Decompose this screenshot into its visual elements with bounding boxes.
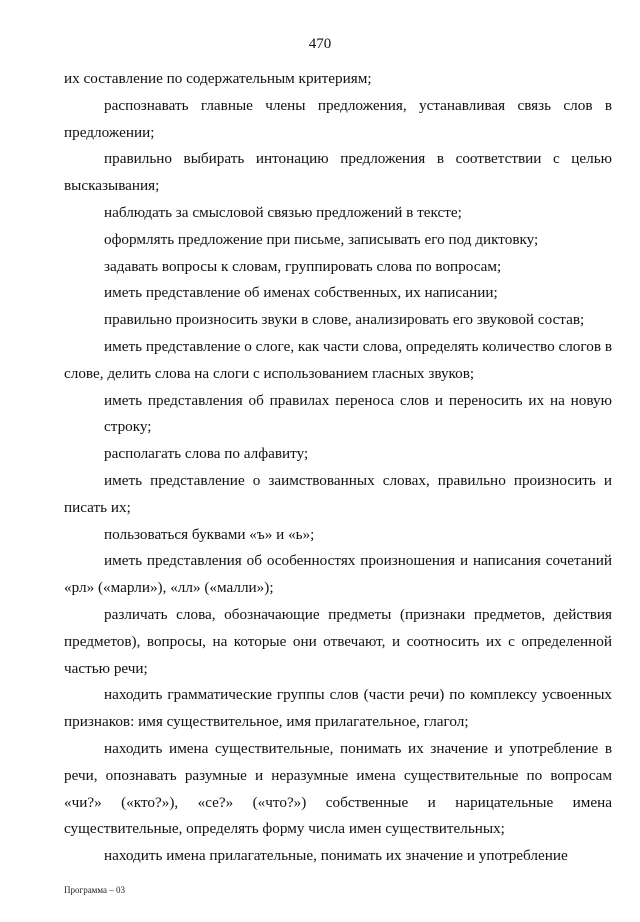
paragraph: оформлять предложение при письме, записывать его под диктовку;: [104, 230, 539, 248]
paragraph: распознавать главные члены предложения, устанавливая связь слов в предложении;: [64, 96, 612, 141]
paragraph: пользоваться буквами «ъ» и «ь»;: [104, 525, 315, 543]
paragraph: правильно выбирать интонацию предложения в соответствии с целью высказывания;: [64, 150, 612, 195]
footer-program-label: Программа – 03: [64, 885, 126, 895]
page-number: 470: [308, 36, 332, 52]
paragraph: задавать вопросы к словам, группировать слова по вопросам;: [104, 257, 502, 275]
document-body: [64, 66, 612, 870]
paragraph: находить имена прилагательные, понимать их значение и употребление: [104, 847, 568, 865]
paragraph: иметь представления об особенностях произношения и написания сочетаний «рл» («марли»), «лл» («малли»);: [64, 552, 612, 597]
paragraph: иметь представления об правилах переноса слов и переносить их на новую строку;: [104, 391, 612, 436]
paragraph: различать слова, обозначающие предметы (признаки предметов, действия предметов), вопросы, на которые они отвечают, и соотносить их с определенной частью речи;: [64, 605, 612, 677]
paragraph: находить имена существительные, понимать их значение и употребление в речи, опознавать разумные и неразумные имена существительные по вопросам «чи?» («кто?»), «се?» («что?») собственные и нарицательные имена существительные, определять форму числа имен существительных;: [64, 739, 612, 838]
paragraph: располагать слова по алфавиту;: [104, 445, 309, 463]
paragraph: правильно произносить звуки в слове, анализировать его звуковой состав;: [104, 311, 585, 329]
paragraph: иметь представление о слоге, как части слова, определять количество слогов в слове, делить слова на слоги с использованием гласных звуков;: [64, 337, 612, 382]
paragraph: их составление по содержательным критериям;: [64, 70, 372, 87]
paragraph: находить грамматические группы слов (части речи) по комплексу усвоенных признаков: имя существительное, имя прилагательное, глагол;: [64, 686, 612, 731]
paragraph: иметь представление о заимствованных словах, правильно произносить и писать их;: [64, 471, 612, 516]
paragraph: иметь представление об именах собственных, их написании;: [104, 284, 498, 302]
paragraph: наблюдать за смысловой связью предложений в тексте;: [104, 203, 462, 221]
